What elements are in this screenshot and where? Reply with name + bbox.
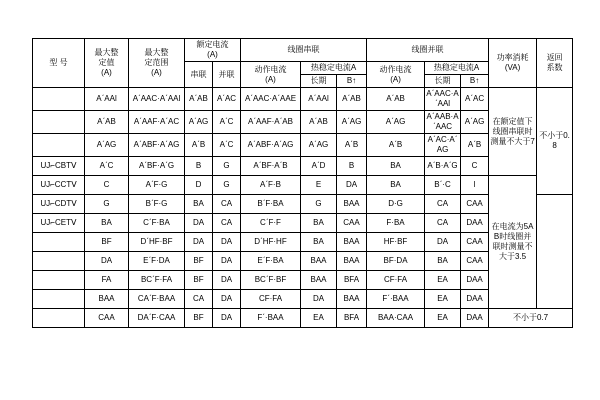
cell-cs-action: CˊF·F xyxy=(241,214,301,233)
cell-max-rated: G xyxy=(85,195,129,214)
cell-rated-series: AˊAG xyxy=(185,111,213,134)
cell-model: UJ⌐CCTⅤ xyxy=(33,176,85,195)
header-return-line2: 系数 xyxy=(546,63,563,72)
cell-cs-short: DA xyxy=(337,176,367,195)
cell-cp-long: EA xyxy=(425,309,461,328)
header-max-rated-line3: (A) xyxy=(101,68,112,77)
cell-model: UJ⌐CDTⅤ xyxy=(33,195,85,214)
cell-max-rated: AˊC xyxy=(85,157,129,176)
cell-power-note-1: 在额定值下线圈串联时测量不大于7 xyxy=(489,88,537,176)
cell-max-range: EˊF·DA xyxy=(129,252,185,271)
cell-max-rated: C xyxy=(85,176,129,195)
header-series-thermal: 热稳定电流A xyxy=(301,62,367,75)
table-row-last xyxy=(33,309,573,328)
cell-rated-series: DA xyxy=(185,214,213,233)
header-max-rated-line2: 定值 xyxy=(98,58,115,67)
cell-cs-long: AˊAG xyxy=(301,134,337,157)
cell-max-range: AˊAAC·AˊAAl xyxy=(129,88,185,111)
cell-model xyxy=(33,252,85,271)
cell-cs-short: AˊAG xyxy=(337,111,367,134)
cell-cp-action: AˊAG xyxy=(367,111,425,134)
header-parallel-short-time: B↑ xyxy=(461,75,489,88)
cell-cs-action: AˊF·B xyxy=(241,176,301,195)
cell-cs-action: AˊAAF·AˊAB xyxy=(241,111,301,134)
cell-cs-short: BAA xyxy=(337,252,367,271)
cell-rated-series: BF xyxy=(185,252,213,271)
cell-rated-parallel: DA xyxy=(213,252,241,271)
cell-return-note-2-spacer xyxy=(537,195,573,309)
cell-max-range: CAˊF·BAA xyxy=(129,290,185,309)
cell-model: UJ⌐CETⅤ xyxy=(33,214,85,233)
cell-model xyxy=(33,271,85,290)
cell-cp-long: DA xyxy=(425,233,461,252)
cell-rated-series: B xyxy=(185,157,213,176)
cell-rated-parallel: G xyxy=(213,176,241,195)
cell-cs-long: EA xyxy=(301,309,337,328)
cell-cs-long: BA xyxy=(301,214,337,233)
header-series-long-term: 长期 xyxy=(301,75,337,88)
cell-cs-long: G xyxy=(301,195,337,214)
header-parallel-action-line1: 动作电流 xyxy=(379,64,412,74)
cell-cp-short: CAA xyxy=(461,233,489,252)
header-parallel-action-current xyxy=(367,62,425,88)
cell-model xyxy=(33,134,85,157)
cell-rated-parallel: DA xyxy=(213,309,241,328)
header-parallel-long-term: 长期 xyxy=(425,75,461,88)
cell-model xyxy=(33,88,85,111)
cell-cp-short: DAA xyxy=(461,214,489,233)
cell-cp-action: HF·BF xyxy=(367,233,425,252)
cell-cp-action: D·G xyxy=(367,195,425,214)
cell-cp-short: AˊB xyxy=(461,134,489,157)
header-series-action-line2: (A) xyxy=(265,74,276,84)
header-model: 型 号 xyxy=(33,39,85,88)
header-parallel-thermal: 热稳定电流A xyxy=(425,62,489,75)
cell-cp-action: BA xyxy=(367,157,425,176)
cell-cp-long: BA xyxy=(425,252,461,271)
cell-cp-action: CF·FA xyxy=(367,271,425,290)
cell-model xyxy=(33,309,85,328)
cell-max-range: AˊF·G xyxy=(129,176,185,195)
cell-cs-long: DA xyxy=(301,290,337,309)
cell-rated-series: DA xyxy=(185,233,213,252)
header-return xyxy=(537,39,573,88)
cell-cs-action: DˊHF·HF xyxy=(241,233,301,252)
header-rated-current-line2: (A) xyxy=(207,50,218,59)
cell-cs-action: CF·FA xyxy=(241,290,301,309)
cell-cp-short: DAA xyxy=(461,290,489,309)
header-series-action-current xyxy=(241,62,301,88)
cell-cs-action: AˊBF·AˊB xyxy=(241,157,301,176)
header-power xyxy=(489,39,537,88)
cell-cp-short: l xyxy=(461,176,489,195)
cell-model: UJ⌐CBTⅤ xyxy=(33,157,85,176)
cell-cp-action: BAA·CAA xyxy=(367,309,425,328)
header-series: 串联 xyxy=(185,62,213,88)
cell-rated-series: AˊB xyxy=(185,134,213,157)
cell-cp-action: Fˊ·BAA xyxy=(367,290,425,309)
cell-cs-long: BAA xyxy=(301,252,337,271)
cell-return-note-2: 不小于0.7 xyxy=(489,309,573,328)
cell-cp-long: EA xyxy=(425,271,461,290)
cell-max-rated: BF xyxy=(85,233,129,252)
cell-max-range: BˊF·G xyxy=(129,195,185,214)
cell-cs-action: BˊF·BA xyxy=(241,195,301,214)
cell-max-range: CˊF·BA xyxy=(129,214,185,233)
cell-model xyxy=(33,290,85,309)
cell-cs-long: BA xyxy=(301,233,337,252)
cell-cp-short: AˊAG xyxy=(461,111,489,134)
cell-cs-short: AˊB xyxy=(337,134,367,157)
cell-max-rated: CAA xyxy=(85,309,129,328)
cell-cs-action: AˊAAC·AˊAAE xyxy=(241,88,301,111)
header-parallel: 并联 xyxy=(213,62,241,88)
cell-rated-series: BF xyxy=(185,271,213,290)
cell-return-note-1: 不小于0.8 xyxy=(537,88,573,195)
cell-cp-long: AˊB·AˊG xyxy=(425,157,461,176)
table-row xyxy=(33,88,573,111)
cell-max-rated: DA xyxy=(85,252,129,271)
cell-cp-action: BA xyxy=(367,176,425,195)
header-max-rated xyxy=(85,39,129,88)
cell-rated-parallel: DA xyxy=(213,290,241,309)
cell-rated-parallel: AˊC xyxy=(213,134,241,157)
cell-cs-action: EˊF·BA xyxy=(241,252,301,271)
cell-cp-action: AˊB xyxy=(367,134,425,157)
cell-max-range: BCˊF·FA xyxy=(129,271,185,290)
cell-cs-short: AˊAB xyxy=(337,88,367,111)
cell-cp-long: AˊAAB·AˊAAC xyxy=(425,111,461,134)
cell-model xyxy=(33,233,85,252)
cell-cp-action: F·BA xyxy=(367,214,425,233)
cell-cs-long: AˊD xyxy=(301,157,337,176)
cell-cp-long: Bˊ·C xyxy=(425,176,461,195)
cell-max-range: AˊAAF·AˊAC xyxy=(129,111,185,134)
cell-rated-series: CA xyxy=(185,290,213,309)
header-max-range-line1: 最大整 xyxy=(144,48,169,57)
cell-cs-short: CAA xyxy=(337,214,367,233)
cell-rated-series: AˊAB xyxy=(185,88,213,111)
cell-rated-series: D xyxy=(185,176,213,195)
cell-cp-action: AˊAB xyxy=(367,88,425,111)
cell-rated-series: BF xyxy=(185,309,213,328)
cell-cp-action: BF·DA xyxy=(367,252,425,271)
cell-cp-short: CAA xyxy=(461,252,489,271)
cell-max-range: DAˊF·CAA xyxy=(129,309,185,328)
cell-cs-short: BAA xyxy=(337,195,367,214)
cell-cp-long: EA xyxy=(425,290,461,309)
cell-rated-parallel: CA xyxy=(213,214,241,233)
header-max-range-line3: (A) xyxy=(151,68,162,77)
cell-rated-parallel: CA xyxy=(213,195,241,214)
cell-max-rated: AˊAB xyxy=(85,111,129,134)
cell-cp-short: DAA xyxy=(461,309,489,328)
table-row xyxy=(33,176,573,195)
header-power-line1: 功率消耗 xyxy=(496,53,529,62)
header-rated-current-line1: 额定电流 xyxy=(196,40,229,49)
header-coil-parallel: 线圈并联 xyxy=(367,39,489,62)
cell-rated-parallel: DA xyxy=(213,233,241,252)
cell-cp-short: AˊAC xyxy=(461,88,489,111)
cell-cs-short: B xyxy=(337,157,367,176)
cell-cs-action: BCˊF·BF xyxy=(241,271,301,290)
cell-cp-long: AˊAAC·AˊAAl xyxy=(425,88,461,111)
cell-rated-parallel: DA xyxy=(213,271,241,290)
specification-table xyxy=(32,38,573,328)
cell-cs-long: AˊAAl xyxy=(301,88,337,111)
cell-max-rated: BAA xyxy=(85,290,129,309)
header-series-short-time: B↑ xyxy=(337,75,367,88)
cell-cs-action: Fˊ·BAA xyxy=(241,309,301,328)
header-power-line2: (VA) xyxy=(504,63,521,72)
cell-model xyxy=(33,111,85,134)
cell-max-range: AˊBF·AˊG xyxy=(129,157,185,176)
cell-cs-action: AˊABF·AˊAG xyxy=(241,134,301,157)
cell-rated-parallel: AˊAC xyxy=(213,88,241,111)
cell-cs-short: BAA xyxy=(337,233,367,252)
header-row-1 xyxy=(33,39,573,62)
cell-max-range: DˊHF·BF xyxy=(129,233,185,252)
cell-power-note-2: 在电流为5AB时线圈并联时测量不大于3.5 xyxy=(489,176,537,309)
cell-cs-short: BAA xyxy=(337,290,367,309)
header-coil-series: 线圈串联 xyxy=(241,39,367,62)
cell-cp-short: C xyxy=(461,157,489,176)
cell-cp-long: CA xyxy=(425,214,461,233)
cell-cs-long: E xyxy=(301,176,337,195)
cell-max-rated: FA xyxy=(85,271,129,290)
cell-cp-short: CAA xyxy=(461,195,489,214)
cell-max-range: AˊABF·AˊAG xyxy=(129,134,185,157)
header-max-range-line2: 定范围 xyxy=(144,58,169,67)
cell-rated-parallel: AˊC xyxy=(213,111,241,134)
cell-cp-short: DAA xyxy=(461,271,489,290)
cell-cp-long: AˊAC·AˊAG xyxy=(425,134,461,157)
header-max-rated-line1: 最大整 xyxy=(94,48,119,57)
cell-max-rated: AˊAG xyxy=(85,134,129,157)
header-series-action-line1: 动作电流 xyxy=(254,64,287,74)
header-rated-current xyxy=(185,39,241,62)
cell-rated-parallel: G xyxy=(213,157,241,176)
cell-max-rated: AˊAAl xyxy=(85,88,129,111)
cell-max-rated: BA xyxy=(85,214,129,233)
cell-cs-short: BFA xyxy=(337,271,367,290)
header-max-range xyxy=(129,39,185,88)
cell-cs-long: AˊAB xyxy=(301,111,337,134)
header-return-line1: 返回 xyxy=(546,53,563,62)
cell-rated-series: BA xyxy=(185,195,213,214)
cell-cs-short: BFA xyxy=(337,309,367,328)
cell-cs-long: BAA xyxy=(301,271,337,290)
cell-cp-long: CA xyxy=(425,195,461,214)
header-parallel-action-line2: (A) xyxy=(390,74,401,84)
